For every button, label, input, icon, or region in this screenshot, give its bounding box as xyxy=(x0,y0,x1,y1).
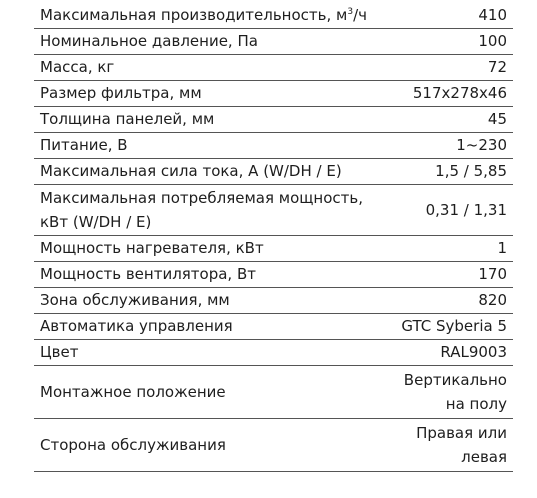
table-row xyxy=(34,3,513,29)
spec-label-mass: Масса, кг xyxy=(34,55,376,81)
spec-label-power-supply: Питание, В xyxy=(34,133,376,159)
spec-label-nominal-pressure: Номинальное давление, Па xyxy=(34,29,376,55)
table-row xyxy=(34,236,513,262)
spec-value-heater-power: 1 xyxy=(376,236,513,262)
spec-value-color: RAL9003 xyxy=(376,340,513,366)
spec-value-control-automation: GTC Syberia 5 xyxy=(376,314,513,340)
spec-value-service-zone: 820 xyxy=(376,288,513,314)
spec-value-fan-power: 170 xyxy=(376,262,513,288)
table-row xyxy=(34,419,513,472)
spec-label-heater-power: Мощность нагревателя, кВт xyxy=(34,236,376,262)
spec-value-power-supply: 1~230 xyxy=(376,133,513,159)
table-row xyxy=(34,29,513,55)
spec-value-mass: 72 xyxy=(376,55,513,81)
specifications-table xyxy=(34,3,513,472)
spec-value-nominal-pressure: 100 xyxy=(376,29,513,55)
spec-value-max-power-consumption: 0,31 / 1,31 xyxy=(376,185,513,236)
spec-value-service-side: Правая или левая xyxy=(376,419,513,472)
table-row xyxy=(34,133,513,159)
table-row xyxy=(34,107,513,133)
table-row xyxy=(34,314,513,340)
table-row xyxy=(34,55,513,81)
spec-label-service-side: Сторона обслуживания xyxy=(34,419,376,472)
spec-label-max-power-consumption: Максимальная потребляемая мощность, кВт (W/DH / E) xyxy=(34,185,376,236)
spec-value-max-capacity: 410 xyxy=(376,3,513,29)
spec-label-color: Цвет xyxy=(34,340,376,366)
spec-label-max-capacity: Максимальная производительность, $м^3/ч$ xyxy=(34,3,376,29)
spec-label-max-current: Максимальная сила тока, А (W/DH / E) xyxy=(34,159,376,185)
table-row xyxy=(34,185,513,236)
spec-label-control-automation: Автоматика управления xyxy=(34,314,376,340)
table-row xyxy=(34,366,513,419)
table-row xyxy=(34,262,513,288)
spec-label-fan-power: Мощность вентилятора, Вт xyxy=(34,262,376,288)
spec-value-filter-size: 517x278x46 xyxy=(376,81,513,107)
spec-value-panel-thickness: 45 xyxy=(376,107,513,133)
spec-label-filter-size: Размер фильтра, мм xyxy=(34,81,376,107)
spec-value-max-current: 1,5 / 5,85 xyxy=(376,159,513,185)
table-row xyxy=(34,288,513,314)
spec-label-panel-thickness: Толщина панелей, мм xyxy=(34,107,376,133)
table-row xyxy=(34,340,513,366)
spec-label-mounting-position: Монтажное положение xyxy=(34,366,376,419)
table-row xyxy=(34,81,513,107)
spec-label-service-zone: Зона обслуживания, мм xyxy=(34,288,376,314)
table-row xyxy=(34,159,513,185)
spec-value-mounting-position: Вертикально на полу xyxy=(376,366,513,419)
